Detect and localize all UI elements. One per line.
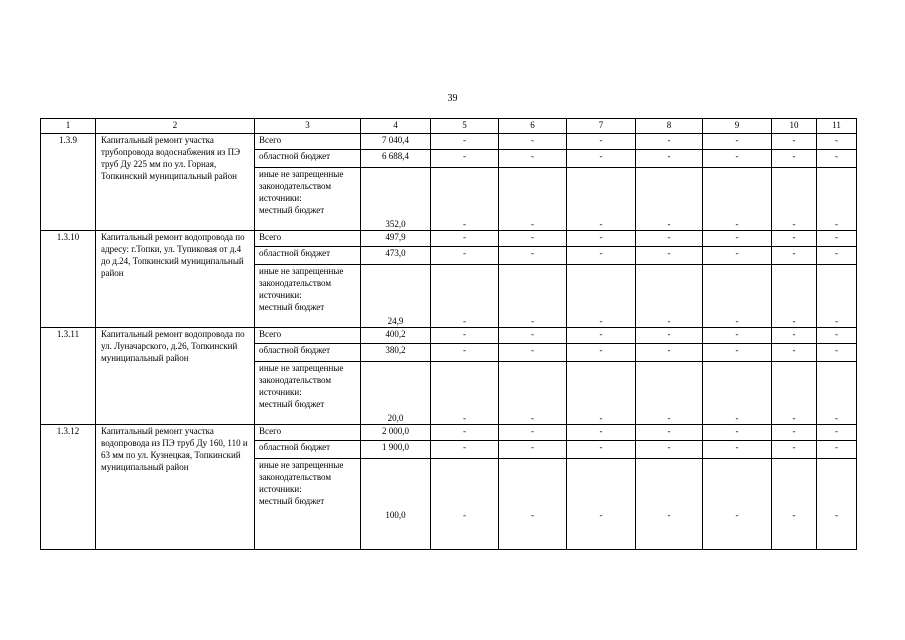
dash-cell: - [636, 265, 703, 328]
source-label: иные не запрещенные законодательством источники: [259, 169, 344, 203]
dash-cell: - [567, 362, 636, 425]
col-header: 9 [703, 119, 772, 134]
item-number: 1.3.12 [41, 425, 96, 550]
col-header: 2 [96, 119, 255, 134]
dash-cell: - [703, 168, 772, 231]
dash-cell: - [703, 425, 772, 441]
col-header: 11 [817, 119, 857, 134]
value-cell: 20,0 [361, 362, 431, 425]
dash-cell: - [817, 425, 857, 441]
dash-cell: - [703, 265, 772, 328]
source-label: областной бюджет [255, 150, 361, 168]
dash-cell: - [817, 328, 857, 344]
dash-cell: - [567, 344, 636, 362]
dash-cell: - [499, 150, 567, 168]
source-label: иные не запрещенные законодательством источники: [259, 266, 344, 300]
dash-cell: - [772, 441, 817, 459]
table-row-total [41, 328, 857, 344]
dash-cell: - [703, 150, 772, 168]
dash-cell: - [703, 344, 772, 362]
item-description: Капитальный ремонт участка трубопровода водоснабжения из ПЭ труб Ду 225 мм по ул. Горная, Топкинский муниципальный район [96, 134, 255, 231]
dash-cell: - [817, 231, 857, 247]
dash-cell: - [499, 425, 567, 441]
dash-cell: - [817, 134, 857, 150]
value-cell: 6 688,4 [361, 150, 431, 168]
dash-cell: - [431, 459, 499, 550]
table-row-total [41, 425, 857, 441]
source-label: Всего [255, 134, 361, 150]
dash-cell: - [817, 459, 857, 550]
item-number: 1.3.10 [41, 231, 96, 328]
dash-cell: - [772, 425, 817, 441]
dash-cell: - [636, 134, 703, 150]
source-label: иные не запрещенные законодательством источники: [259, 460, 344, 494]
source-label: местный бюджет [259, 496, 325, 506]
dash-cell: - [431, 150, 499, 168]
dash-cell: - [636, 168, 703, 231]
dash-cell: - [703, 441, 772, 459]
dash-cell: - [703, 328, 772, 344]
col-header: 4 [361, 119, 431, 134]
source-cell [255, 459, 361, 550]
value-cell: 7 040,4 [361, 134, 431, 150]
dash-cell: - [636, 344, 703, 362]
dash-cell: - [817, 362, 857, 425]
item-description: Капитальный ремонт водопровода по ул. Луначарского, д.26, Топкинский муниципальный район [96, 328, 255, 425]
dash-cell: - [567, 247, 636, 265]
dash-cell: - [431, 265, 499, 328]
value-cell: 2 000,0 [361, 425, 431, 441]
col-header: 6 [499, 119, 567, 134]
dash-cell: - [636, 362, 703, 425]
col-header: 7 [567, 119, 636, 134]
dash-cell: - [567, 265, 636, 328]
dash-cell: - [817, 441, 857, 459]
value-cell: 1 900,0 [361, 441, 431, 459]
source-label: Всего [255, 328, 361, 344]
dash-cell: - [431, 441, 499, 459]
item-description: Капитальный ремонт участка водопровода из ПЭ труб Ду 160, 110 и 63 мм по ул. Кузнецкая, Топкинский муниципальный район [96, 425, 255, 550]
dash-cell: - [636, 247, 703, 265]
dash-cell: - [431, 231, 499, 247]
dash-cell: - [703, 247, 772, 265]
dash-cell: - [817, 150, 857, 168]
dash-cell: - [772, 231, 817, 247]
col-header: 5 [431, 119, 499, 134]
dash-cell: - [499, 362, 567, 425]
dash-cell: - [499, 231, 567, 247]
dash-cell: - [567, 134, 636, 150]
dash-cell: - [636, 441, 703, 459]
source-label: Всего [255, 231, 361, 247]
value-cell: 100,0 [361, 459, 431, 550]
dash-cell: - [817, 168, 857, 231]
dash-cell: - [772, 459, 817, 550]
dash-cell: - [817, 265, 857, 328]
dash-cell: - [431, 168, 499, 231]
dash-cell: - [703, 362, 772, 425]
dash-cell: - [772, 328, 817, 344]
source-label: местный бюджет [259, 302, 325, 312]
dash-cell: - [499, 459, 567, 550]
dash-cell: - [636, 328, 703, 344]
dash-cell: - [499, 344, 567, 362]
item-number: 1.3.9 [41, 134, 96, 231]
source-cell [255, 362, 361, 425]
item-number: 1.3.11 [41, 328, 96, 425]
dash-cell: - [431, 134, 499, 150]
source-label: областной бюджет [255, 344, 361, 362]
table-row-total [41, 134, 857, 150]
source-label: иные не запрещенные законодательством источники: [259, 363, 344, 397]
dash-cell: - [431, 425, 499, 441]
col-header: 8 [636, 119, 703, 134]
budget-table [40, 118, 857, 550]
header-row [41, 119, 857, 134]
value-cell: 352,0 [361, 168, 431, 231]
value-cell: 473,0 [361, 247, 431, 265]
dash-cell: - [772, 247, 817, 265]
col-header: 3 [255, 119, 361, 134]
dash-cell: - [499, 247, 567, 265]
dash-cell: - [499, 265, 567, 328]
value-cell: 380,2 [361, 344, 431, 362]
dash-cell: - [772, 265, 817, 328]
dash-cell: - [431, 247, 499, 265]
item-description: Капитальный ремонт водопровода по адресу: г.Топки, ул. Тупиковая от д.4 до д.24, Топкинский муниципальный район [96, 231, 255, 328]
dash-cell: - [431, 344, 499, 362]
dash-cell: - [431, 328, 499, 344]
dash-cell: - [567, 150, 636, 168]
dash-cell: - [772, 168, 817, 231]
source-label: областной бюджет [255, 441, 361, 459]
col-header: 10 [772, 119, 817, 134]
value-cell: 24,9 [361, 265, 431, 328]
dash-cell: - [636, 459, 703, 550]
dash-cell: - [703, 459, 772, 550]
dash-cell: - [567, 328, 636, 344]
dash-cell: - [817, 247, 857, 265]
dash-cell: - [567, 441, 636, 459]
dash-cell: - [772, 134, 817, 150]
dash-cell: - [703, 134, 772, 150]
value-cell: 400,2 [361, 328, 431, 344]
source-label: местный бюджет [259, 399, 325, 409]
source-cell [255, 265, 361, 328]
dash-cell: - [772, 362, 817, 425]
source-label: областной бюджет [255, 247, 361, 265]
dash-cell: - [703, 231, 772, 247]
source-label: местный бюджет [259, 205, 325, 215]
source-cell [255, 168, 361, 231]
source-label: Всего [255, 425, 361, 441]
dash-cell: - [567, 459, 636, 550]
dash-cell: - [772, 150, 817, 168]
value-cell: 497,9 [361, 231, 431, 247]
dash-cell: - [567, 168, 636, 231]
dash-cell: - [499, 328, 567, 344]
dash-cell: - [567, 231, 636, 247]
dash-cell: - [636, 231, 703, 247]
dash-cell: - [567, 425, 636, 441]
dash-cell: - [772, 344, 817, 362]
page-number: 39 [447, 93, 458, 104]
dash-cell: - [499, 441, 567, 459]
dash-cell: - [817, 344, 857, 362]
dash-cell: - [499, 134, 567, 150]
dash-cell: - [636, 150, 703, 168]
col-header: 1 [41, 119, 96, 134]
dash-cell: - [636, 425, 703, 441]
dash-cell: - [431, 362, 499, 425]
table-row-total [41, 231, 857, 247]
dash-cell: - [499, 168, 567, 231]
